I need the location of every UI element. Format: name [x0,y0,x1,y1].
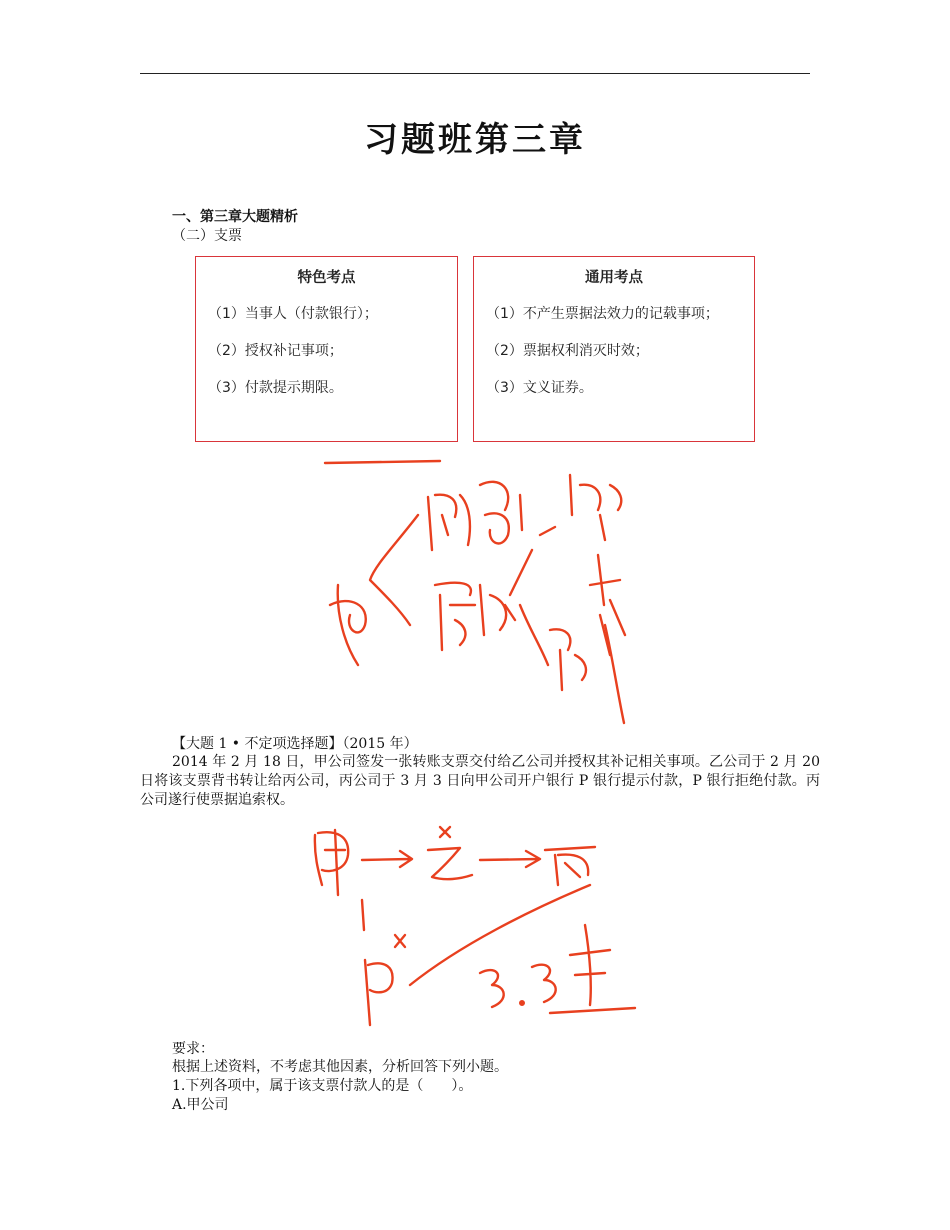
option-a[interactable]: A.甲公司 [172,1097,229,1113]
handwritten-sketch-2 [300,815,650,1035]
general-points-heading: 通用考点 [585,270,643,286]
top-rule [140,73,810,74]
general-points-box [473,256,755,442]
special-point-item: （1）当事人（付款银行）； [208,306,378,322]
section-heading: 一、第三章大题精析 [172,209,298,225]
special-points-box [195,256,458,442]
question-heading: 【大题 1 • 不定项选择题】（2015 年） [172,736,418,752]
handwritten-sketch-1 [300,455,660,730]
page-title: 习题班第三章 [364,120,586,160]
instruction-text: 根据上述资料，不考虑其他因素，分析回答下列小题。 [172,1059,508,1075]
special-points-heading: 特色考点 [297,270,356,286]
question-1: 1.下列各项中，属于该支票付款人的是（ ）。 [172,1078,473,1094]
general-point-item: （1）不产生票据法效力的记载事项； [486,306,719,322]
general-point-item: （3）文义证券。 [486,380,593,396]
special-point-item: （2）授权补记事项； [208,343,343,359]
question-body: 2014 年 2 月 18 日，甲公司签发一张转账支票交付给乙公司并授权其补记相关事项。乙公司于 2 月 20 日将该支票背书转让给丙公司，丙公司于 3 月 3 日向甲公司开户银行 P 银行提示付款，P 银行拒绝付款。丙公司遂行使票据追索权。 [140,754,820,808]
subsection-heading: （二）支票 [172,228,242,244]
special-point-item: （3）付款提示期限。 [208,380,343,396]
requirement-label: 要求： [172,1041,214,1057]
general-point-item: （2）票据权利消灭时效； [486,343,649,359]
